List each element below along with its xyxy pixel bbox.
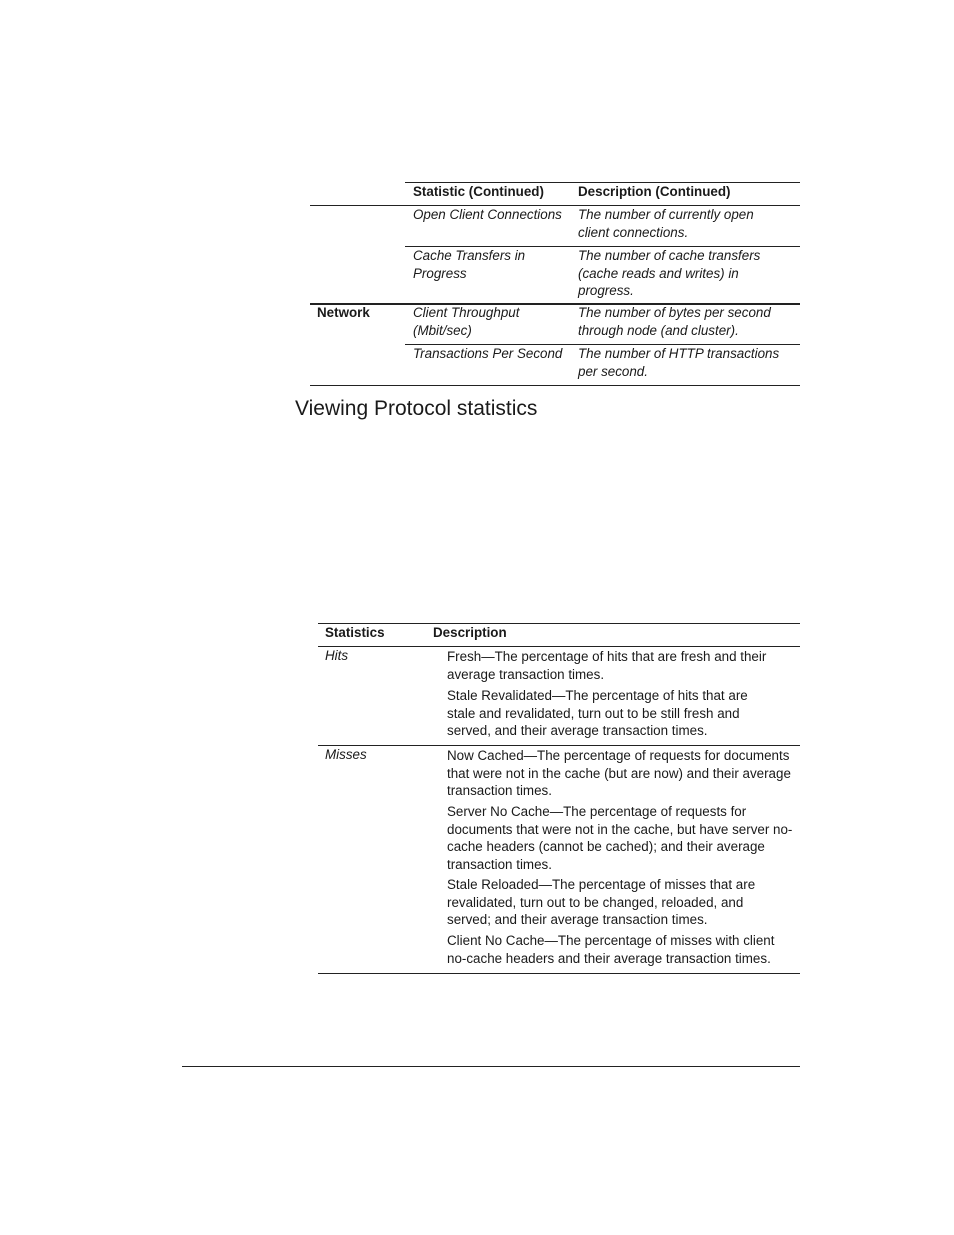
column-header-description: Description xyxy=(433,625,507,640)
column-header-description: Description (Continued) xyxy=(578,184,731,199)
statistic-cell: Cache Transfers in Progress xyxy=(413,248,526,281)
description-cell: The number of cache transfers (cache reads and writes) in progress. xyxy=(578,248,761,298)
statistic-cell: Transactions Per Second xyxy=(413,346,563,361)
statistic-cell-misses: Misses xyxy=(325,747,367,762)
column-header-statistic: Statistic (Continued) xyxy=(413,184,544,199)
table-rule-bottom xyxy=(310,385,800,386)
group-label-network: Network xyxy=(317,305,370,320)
statistic-cell: Client Throughput (Mbit/sec) xyxy=(413,305,520,338)
statistic-cell: Open Client Connections xyxy=(413,207,562,222)
description-cell: The number of bytes per second through node (and cluster). xyxy=(578,305,771,338)
table-rule-header xyxy=(318,646,800,647)
description-item: Stale Reloaded—The percentage of misses that are revalidated, turn out to be changed, reloaded, and served; and their average transaction times. xyxy=(447,877,756,927)
description-item: Stale Revalidated—The percentage of hits that are stale and revalidated, turn out to be still fresh and served, and their average transaction times. xyxy=(447,688,748,738)
footer-rule xyxy=(182,1066,800,1067)
column-header-statistics: Statistics xyxy=(325,625,385,640)
description-item: Server No Cache—The percentage of requests for documents that were not in the cache, but have server no-cache headers (cannot be cached); and their average transaction times. xyxy=(447,804,793,872)
description-item: Fresh—The percentage of hits that are fresh and their average transaction times. xyxy=(447,649,767,682)
description-item: Now Cached—The percentage of requests for documents that were not in the cache (but are now) and their average transaction times. xyxy=(447,748,791,798)
section-heading: Viewing Protocol statistics xyxy=(295,397,538,420)
table-rule-top xyxy=(318,623,800,624)
table-rule-bottom xyxy=(318,973,800,974)
description-cell: The number of HTTP transactions per second. xyxy=(578,346,780,379)
description-item: Client No Cache—The percentage of misses with client no-cache headers and their average transaction times. xyxy=(447,933,775,966)
statistic-cell-hits: Hits xyxy=(325,648,349,663)
row-divider xyxy=(318,745,800,746)
description-cell: The number of currently open client connections. xyxy=(578,207,754,240)
